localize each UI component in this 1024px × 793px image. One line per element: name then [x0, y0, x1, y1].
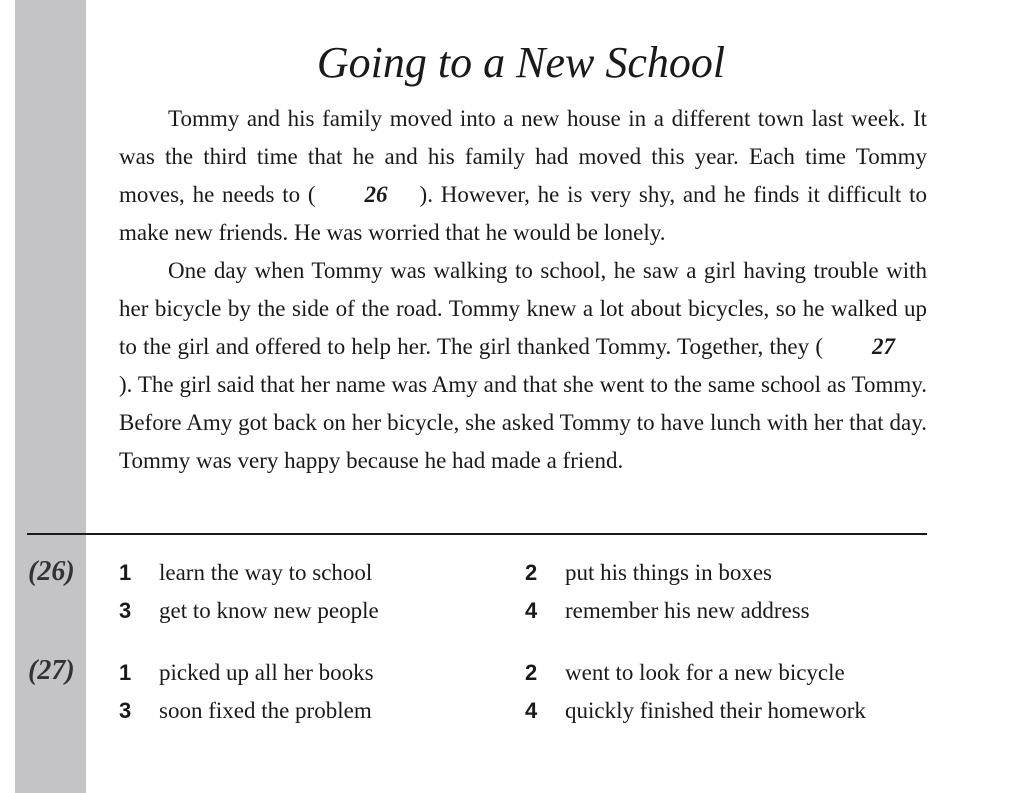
option-number: 1 — [119, 560, 132, 585]
option-number: 1 — [119, 660, 132, 685]
option-number: 3 — [119, 698, 132, 723]
passage-title: Going to a New School — [316, 38, 726, 87]
option-text: soon fixed the problem — [159, 698, 372, 723]
option-26-4[interactable] — [525, 596, 810, 626]
option-number: 4 — [525, 698, 538, 723]
option-number: 2 — [525, 660, 538, 685]
option-text: went to look for a new bicycle — [565, 660, 845, 685]
option-text: learn the way to school — [159, 560, 373, 585]
option-27-2[interactable] — [525, 658, 845, 688]
option-26-1[interactable] — [119, 558, 372, 588]
blank-27: 27 — [872, 334, 895, 359]
option-27-4[interactable] — [525, 696, 866, 726]
option-number: 2 — [525, 560, 538, 585]
option-number: 3 — [119, 598, 132, 623]
option-number: 4 — [525, 598, 538, 623]
paragraph-1-text-b: ). However, he is very shy, and he finds it difficult to make new friends. He was worried that he would be lonely. — [119, 182, 927, 245]
section-divider — [27, 533, 927, 535]
option-26-3[interactable] — [119, 596, 379, 626]
question-number-26: (26) — [28, 556, 75, 587]
blank-26: 26 — [364, 182, 388, 207]
option-text: quickly finished their homework — [565, 698, 866, 723]
paragraph-2-text-a: One day when Tommy was walking to school, he saw a girl having trouble with her bicycle by the side of the road. Tommy knew a lot about bicycles, so he walked up to the girl and offered to help her. The girl thanked Tommy. Together, they ( — [119, 258, 927, 359]
question-number-27: (27) — [28, 655, 75, 686]
paragraph-1 — [119, 100, 927, 252]
paragraph-2-text-b: ). The girl said that her name was Amy and that she went to the same school as Tommy. Before Amy got back on her bicycle, she asked Tommy to have lunch with her that day. Tommy was very happy because he had made a friend. — [119, 372, 927, 473]
option-27-1[interactable] — [119, 658, 374, 688]
option-text: put his things in boxes — [565, 560, 773, 585]
option-text: remember his new address — [565, 598, 810, 623]
option-26-2[interactable] — [525, 558, 772, 588]
option-text: get to know new people — [159, 598, 379, 623]
paragraph-2 — [119, 252, 927, 480]
reading-passage — [119, 100, 927, 480]
paragraph-1-text-a: Tommy and his family moved into a new house in a different town last week. It was the third time that he and his family had moved this year. Each time Tommy moves, he needs to ( — [119, 106, 927, 207]
option-text: picked up all her books — [159, 660, 374, 685]
option-27-3[interactable] — [119, 696, 372, 726]
